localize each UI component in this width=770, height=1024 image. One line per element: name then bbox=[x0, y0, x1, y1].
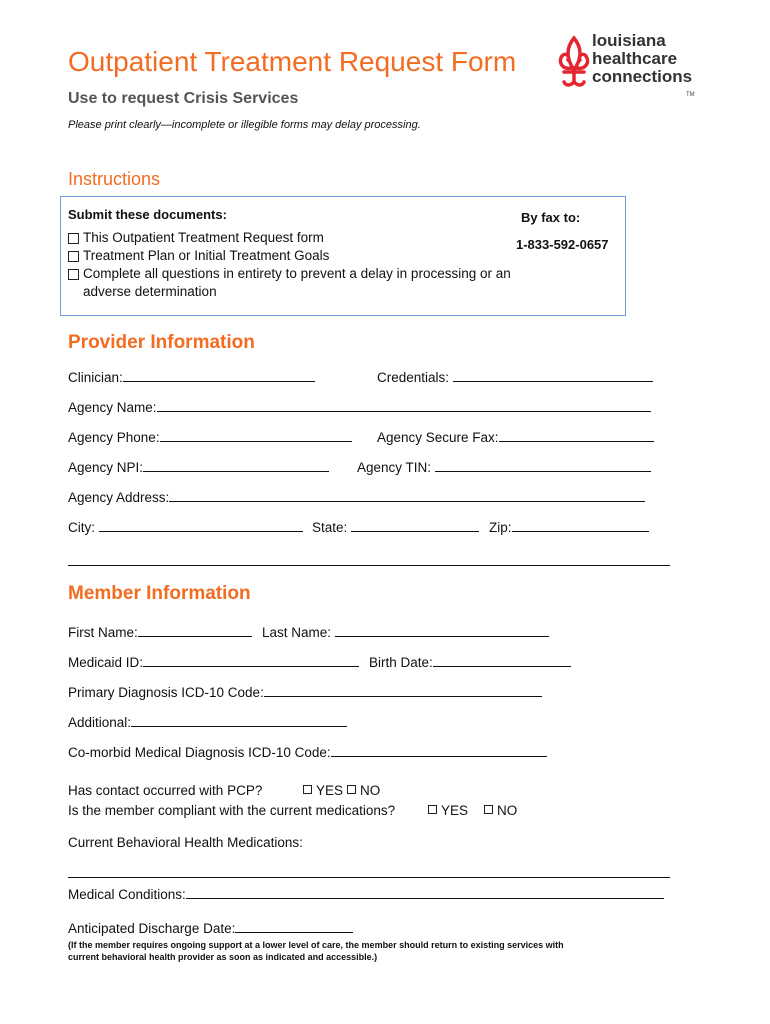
birth-date-field[interactable]: Birth Date: bbox=[369, 654, 571, 670]
primary-diagnosis-field[interactable]: Primary Diagnosis ICD-10 Code: bbox=[68, 684, 542, 700]
comorbid-diagnosis-field[interactable]: Co-morbid Medical Diagnosis ICD-10 Code: bbox=[68, 744, 547, 760]
page-title: Outpatient Treatment Request Form bbox=[68, 46, 517, 77]
checklist-item: Treatment Plan or Initial Treatment Goals bbox=[67, 247, 537, 265]
checkbox[interactable] bbox=[303, 785, 312, 794]
submit-label: Submit these documents: bbox=[68, 207, 227, 222]
fax-label: By fax to: bbox=[521, 210, 581, 225]
agency-npi-field[interactable]: Agency NPI: bbox=[68, 459, 329, 475]
checklist-item: This Outpatient Treatment Request form bbox=[67, 229, 537, 247]
provider-heading: Provider Information bbox=[68, 332, 255, 353]
additional-field[interactable]: Additional: bbox=[68, 714, 347, 730]
state-field[interactable]: State: bbox=[312, 519, 479, 535]
agency-name-field[interactable]: Agency Name: bbox=[68, 399, 651, 415]
checkbox[interactable] bbox=[347, 785, 356, 794]
compliant-question: Is the member compliant with the current medications? bbox=[68, 803, 396, 818]
pcp-no-option[interactable]: NO bbox=[347, 783, 380, 798]
instructions-box bbox=[60, 196, 626, 316]
medications-entry-line[interactable] bbox=[68, 877, 670, 878]
logo-line-2: healthcare bbox=[592, 49, 678, 68]
discharge-fine-print: (If the member requires ongoing support at a lower level of care, the member should return to existing services with current behavioral health provider as soon as indicated and accessible.) bbox=[68, 940, 564, 962]
checkbox[interactable] bbox=[68, 269, 79, 280]
credentials-field[interactable]: Credentials: bbox=[377, 369, 653, 385]
trademark-mark: TM bbox=[686, 92, 695, 98]
first-name-field[interactable]: First Name: bbox=[68, 624, 252, 640]
medicaid-id-field[interactable]: Medicaid ID: bbox=[68, 654, 359, 670]
checkbox[interactable] bbox=[68, 251, 79, 262]
medical-conditions-field[interactable]: Medical Conditions: bbox=[68, 886, 664, 902]
compliant-no-option[interactable]: NO bbox=[484, 803, 517, 818]
fax-number: 1-833-592-0657 bbox=[516, 237, 609, 252]
divider bbox=[68, 565, 670, 566]
pcp-question: Has contact occurred with PCP? bbox=[68, 783, 263, 798]
page-subtitle: Use to request Crisis Services bbox=[68, 90, 299, 107]
zip-field[interactable]: Zip: bbox=[489, 519, 649, 535]
current-medications-label: Current Behavioral Health Medications: bbox=[68, 835, 303, 850]
last-name-field[interactable]: Last Name: bbox=[262, 624, 549, 640]
checkbox[interactable] bbox=[484, 805, 493, 814]
checklist-item: Complete all questions in entirety to prevent a delay in processing or an adverse determination bbox=[67, 265, 537, 301]
member-heading: Member Information bbox=[68, 583, 251, 604]
clinician-field[interactable]: Clinician: bbox=[68, 369, 315, 385]
discharge-date-field[interactable]: Anticipated Discharge Date: bbox=[68, 920, 353, 936]
agency-tin-field[interactable]: Agency TIN: bbox=[357, 459, 651, 475]
logo-line-1: louisiana bbox=[592, 31, 666, 50]
agency-fax-field[interactable]: Agency Secure Fax: bbox=[377, 429, 654, 445]
agency-address-field[interactable]: Agency Address: bbox=[68, 489, 645, 505]
instructions-heading: Instructions bbox=[68, 169, 161, 189]
city-field[interactable]: City: bbox=[68, 519, 303, 535]
fleur-de-lis-icon bbox=[556, 34, 592, 96]
logo bbox=[556, 32, 706, 104]
agency-phone-field[interactable]: Agency Phone: bbox=[68, 429, 352, 445]
print-note: Please print clearly—incomplete or illegible forms may delay processing. bbox=[68, 119, 421, 131]
checkbox[interactable] bbox=[68, 233, 79, 244]
pcp-yes-option[interactable]: YES bbox=[303, 783, 343, 798]
checkbox[interactable] bbox=[428, 805, 437, 814]
compliant-yes-option[interactable]: YES bbox=[428, 803, 468, 818]
logo-line-3: connections bbox=[592, 67, 693, 86]
